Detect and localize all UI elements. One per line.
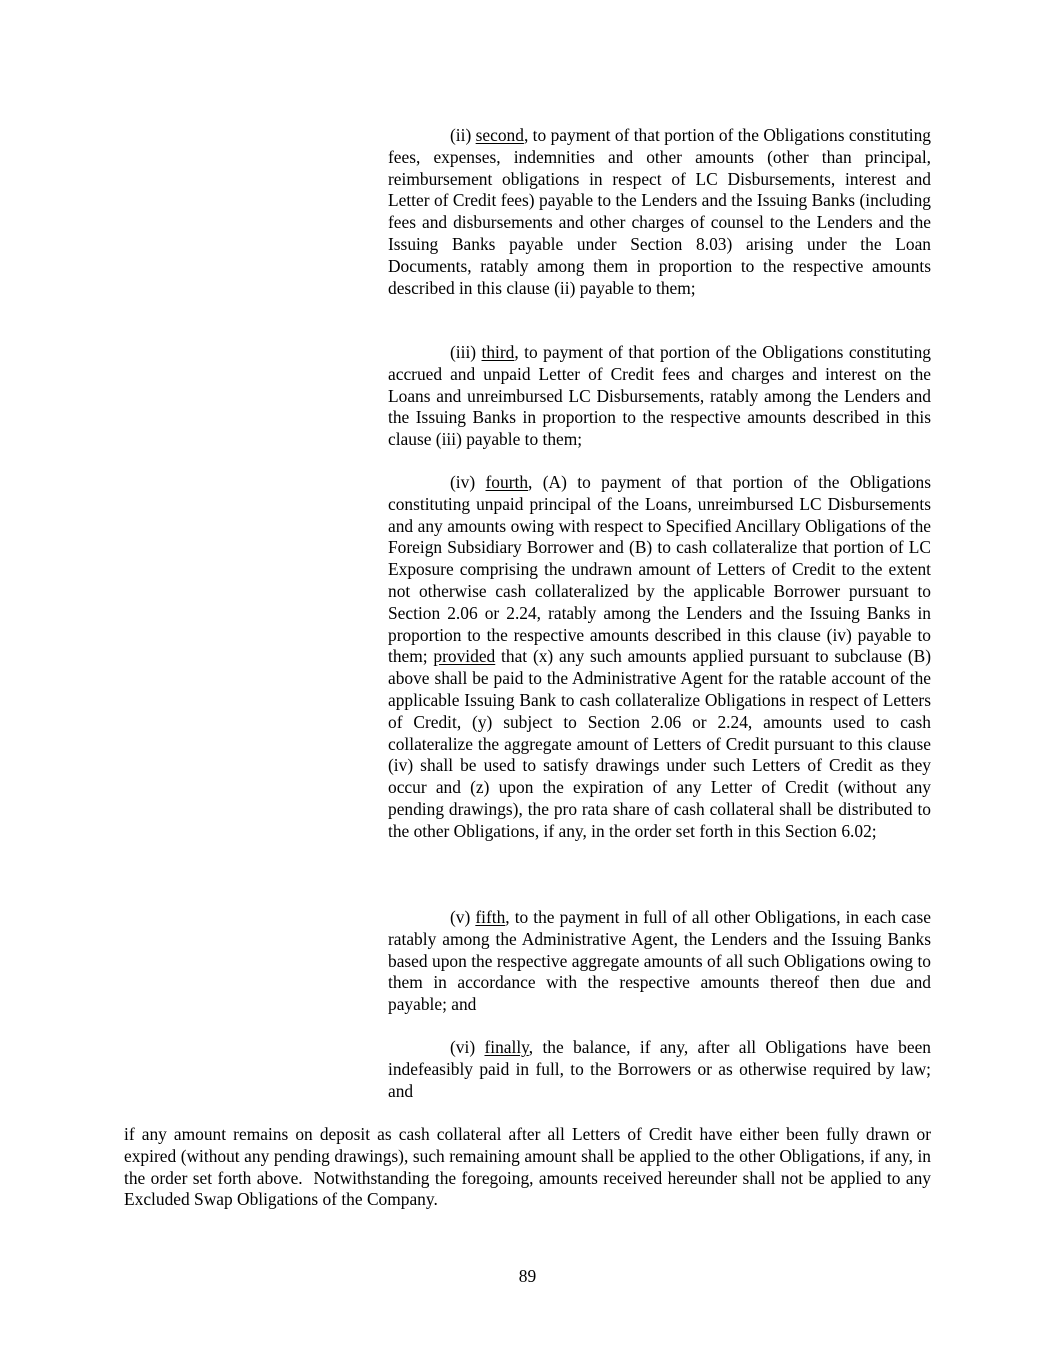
closing-paragraph: if any amount remains on deposit as cash collateral after all Letters of Credit have either been fully drawn or expired (without any pending drawings), such remaining amount shall be applied to the other Obligations, if any, in the order set forth above. Notwithstanding the foregoing, amounts received hereunder shall not be applied to any Excluded Swap Obligations of the Company.	[124, 1124, 936, 1210]
clause-number: (iv)	[450, 472, 476, 492]
clause-text: , to payment of that portion of the Obligations constituting fees, expenses, indemnities and other amounts (other than principal, reimbursement obligations in respect of LC Disbursements, interest and Letter of Credit fees) payable to the Lenders and the Issuing Banks (including fees and disbursements and other charges of counsel to the Lenders and the Issuing Banks payable under Section 8.03) arising under the Loan Documents, ratably among them in proportion to the respective amounts described in this clause (ii) payable to them;	[388, 125, 931, 298]
clause-keyword: fourth	[485, 472, 529, 492]
clause-number: (iii)	[450, 342, 477, 362]
clause-text: , to the payment in full of all other Obligations, in each case ratably among the Administrative Agent, the Lenders and the Issuing Banks based upon the respective aggregate amounts of all such Obligations owing to them in accordance with the respective amounts thereof then due and payable; and	[388, 907, 931, 1015]
proviso-keyword: provided	[433, 646, 496, 667]
page-number: 89	[518, 1266, 537, 1286]
clause-keyword: finally	[484, 1037, 529, 1057]
clause-number: (vi)	[450, 1037, 476, 1057]
clause-iv	[388, 472, 931, 843]
clause-text: , the balance, if any, after all Obligations have been indefeasibly paid in full, to the Borrowers or as otherwise required by law; and	[388, 1037, 931, 1101]
clause-v	[388, 907, 931, 1016]
clause-keyword: fifth	[475, 907, 506, 927]
clause-vi	[388, 1037, 931, 1102]
clause-ii	[388, 125, 931, 299]
clause-iii	[388, 342, 931, 451]
proviso-text: that (x) any such amounts applied pursuant to subclause (B) above shall be paid to the Administrative Agent for the ratable account of the applicable Issuing Bank to cash collateralize Obligations in respect of Letters of Credit, (y) subject to Section 2.06 or 2.24, amounts used to cash collateralize the aggregate amount of Letters of Credit pursuant to this clause (iv) shall be used to satisfy drawings under such Letters of Credit as they occur and (z) upon the expiration of any Letter of Credit (without any pending drawings), the pro rata share of cash collateral shall be distributed to the other Obligations, if any, in the order set forth in this Section 6.02;	[388, 646, 931, 841]
clause-number: (v)	[450, 907, 471, 927]
clause-keyword: third	[481, 342, 515, 362]
clause-text: , to payment of that portion of the Obligations constituting accrued and unpaid Letter of Credit fees and charges and interest on the Loans and unreimbursed LC Disbursements, ratably among the Lenders and the Issuing Banks in proportion to the respective amounts described in this clause (iii) payable to them;	[388, 342, 931, 450]
clause-text: , (A) to payment of that portion of the Obligations constituting unpaid principal of the Loans, unreimbursed LC Disbursements and any amounts owing with respect to Specified Ancillary Obligations of the Foreign Subsidiary Borrower and (B) to cash collateralize that portion of LC Exposure comprising the undrawn amount of Letters of Credit to the extent not otherwise cash collateralized by the applicable Borrower pursuant to Section 2.06 or 2.24, ratably among the Lenders and the Issuing Banks in proportion to the respective amounts described in this clause (iv) payable to them;	[388, 472, 931, 667]
clause-number: (ii)	[450, 125, 472, 145]
clause-keyword: second	[475, 125, 524, 145]
